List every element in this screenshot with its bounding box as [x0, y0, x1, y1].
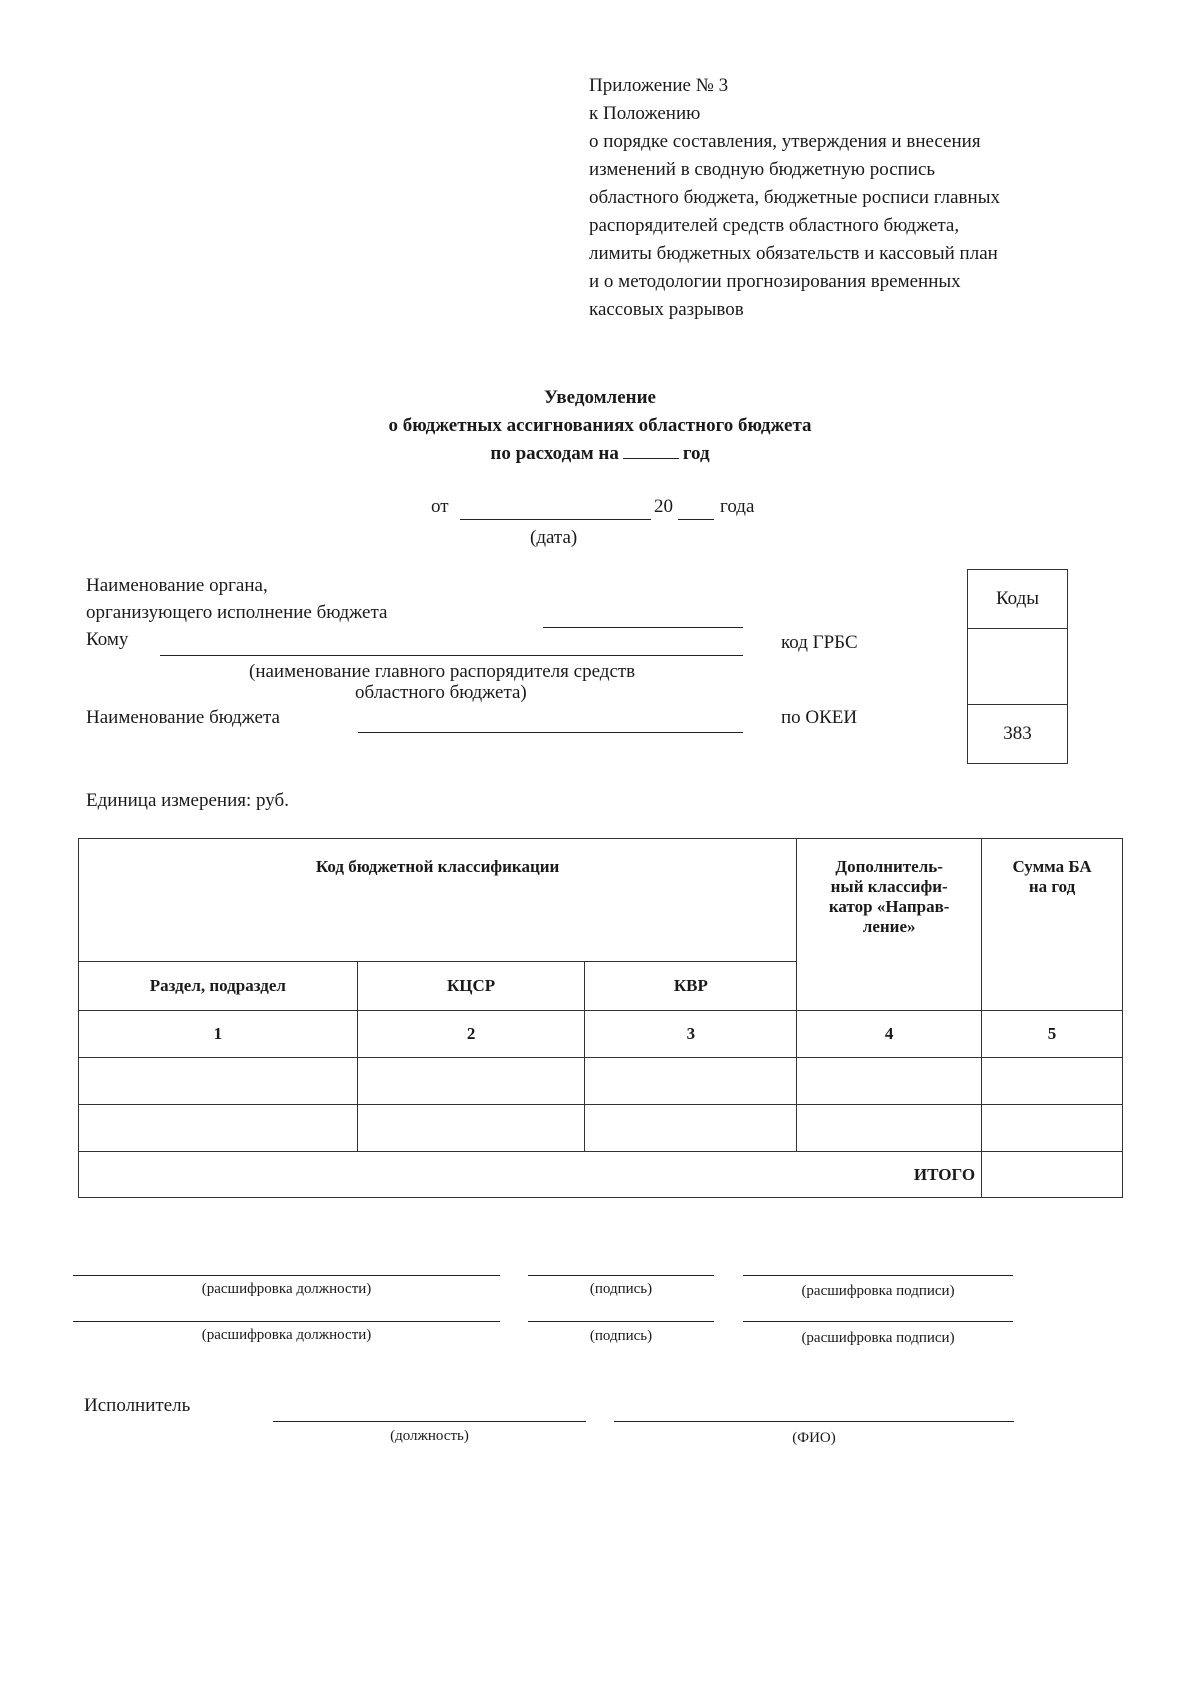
date-year-word: года: [720, 496, 755, 517]
org-label-line1: Наименование органа,: [86, 575, 268, 596]
sum-header-line: Сумма БА: [1012, 857, 1092, 876]
position-caption: (расшифровка должности): [201, 1281, 372, 1297]
table-cell[interactable]: [797, 1105, 982, 1152]
budget-classification-header: Код бюджетной классификации: [79, 839, 797, 962]
appendix-line: областного бюджета, бюджетные росписи главных: [589, 187, 1000, 208]
date-blank[interactable]: [460, 519, 651, 520]
org-name-field[interactable]: [543, 627, 743, 628]
kcsr-header: КЦСР: [357, 962, 585, 1011]
table-cell[interactable]: [79, 1058, 358, 1105]
title-line-3-suffix: год: [682, 443, 710, 464]
table-cell[interactable]: [982, 1058, 1123, 1105]
kvr-header: КВР: [585, 962, 797, 1011]
signature-decode-line[interactable]: [743, 1321, 1013, 1322]
title-line-3: [0, 440, 1200, 468]
table-cell[interactable]: [357, 1105, 585, 1152]
executor-position-line[interactable]: [273, 1421, 586, 1422]
position-line[interactable]: [73, 1275, 500, 1276]
date-from-label: от: [431, 496, 449, 517]
table-cell[interactable]: [357, 1058, 585, 1105]
section-header: Раздел, подраздел: [79, 962, 358, 1011]
appendix-line: о порядке составления, утверждения и внесения: [589, 131, 981, 152]
to-field[interactable]: [160, 655, 743, 656]
total-label: ИТОГО: [79, 1152, 982, 1198]
extra-classifier-line: катор «Направ-: [828, 897, 950, 916]
to-caption-line2: областного бюджета): [355, 682, 527, 703]
org-label-line2: организующего исполнение бюджета: [86, 602, 388, 623]
table-cell[interactable]: [585, 1105, 797, 1152]
position-caption: (расшифровка должности): [201, 1327, 372, 1343]
table-cell[interactable]: [79, 1105, 358, 1152]
budget-name-label: Наименование бюджета: [86, 707, 280, 728]
appendix-header: [589, 72, 1149, 324]
appendix-line: к Положению: [589, 103, 701, 124]
position-line[interactable]: [73, 1321, 500, 1322]
title-line-1: Уведомление: [544, 387, 656, 408]
executor-label: Исполнитель: [84, 1395, 191, 1416]
appendix-line: Приложение № 3: [589, 75, 729, 96]
table-cell[interactable]: [585, 1058, 797, 1105]
to-caption-line1: (наименование главного распорядителя средств: [249, 661, 636, 682]
column-number: 3: [585, 1011, 797, 1058]
sum-header-line: на год: [1028, 877, 1076, 896]
year-blank[interactable]: [623, 442, 679, 459]
title-line-3-prefix: по расходам на: [490, 443, 619, 464]
signature-line[interactable]: [528, 1275, 714, 1276]
appendix-line: кассовых разрывов: [589, 299, 744, 320]
sum-header: [982, 839, 1123, 1011]
executor-name-line[interactable]: [614, 1421, 1014, 1422]
extra-classifier-line: Дополнитель-: [835, 857, 943, 876]
table-row: [79, 1058, 1123, 1105]
appendix-line: и о методологии прогнозирования временных: [589, 271, 961, 292]
document-title: [0, 384, 1200, 468]
appendix-line: изменений в сводную бюджетную роспись: [589, 159, 936, 180]
grbs-code-cell[interactable]: [968, 629, 1067, 705]
grbs-label: код ГРБС: [781, 632, 858, 653]
signature-line[interactable]: [528, 1321, 714, 1322]
budget-table: [78, 838, 1123, 1198]
column-number: 5: [982, 1011, 1123, 1058]
codes-header: Коды: [968, 570, 1067, 629]
extra-classifier-line: ный классифи-: [830, 877, 948, 896]
table-cell[interactable]: [982, 1105, 1123, 1152]
extra-classifier-line: ление»: [862, 917, 916, 936]
date-caption: (дата): [530, 527, 578, 548]
budget-name-field[interactable]: [358, 732, 743, 733]
date-century: 20: [654, 496, 673, 517]
table-row: [79, 1105, 1123, 1152]
column-number: 2: [357, 1011, 585, 1058]
executor-position-caption: (должность): [390, 1428, 469, 1444]
signature-caption: (подпись): [589, 1281, 653, 1297]
signature-decode-caption: (расшифровка подписи): [801, 1330, 955, 1346]
extra-classifier-header: [797, 839, 982, 1011]
signature-caption: (подпись): [589, 1328, 653, 1344]
signature-decode-line[interactable]: [743, 1275, 1013, 1276]
to-label: Кому: [86, 629, 129, 650]
unit-of-measure: Единица измерения: руб.: [86, 790, 289, 811]
column-number: 4: [797, 1011, 982, 1058]
codes-box: [967, 569, 1068, 764]
title-line-2: о бюджетных ассигнованиях областного бюджета: [388, 415, 812, 436]
column-number: 1: [79, 1011, 358, 1058]
okei-label: по ОКЕИ: [781, 707, 858, 728]
executor-name-caption: (ФИО): [792, 1430, 836, 1446]
appendix-line: лимиты бюджетных обязательств и кассовый план: [589, 243, 998, 264]
total-value[interactable]: [982, 1152, 1123, 1198]
signature-decode-caption: (расшифровка подписи): [801, 1283, 955, 1299]
table-cell[interactable]: [797, 1058, 982, 1105]
appendix-line: распорядителей средств областного бюджета,: [589, 215, 960, 236]
okei-code-cell: 383: [1003, 723, 1032, 744]
year-suffix-blank[interactable]: [678, 519, 714, 520]
